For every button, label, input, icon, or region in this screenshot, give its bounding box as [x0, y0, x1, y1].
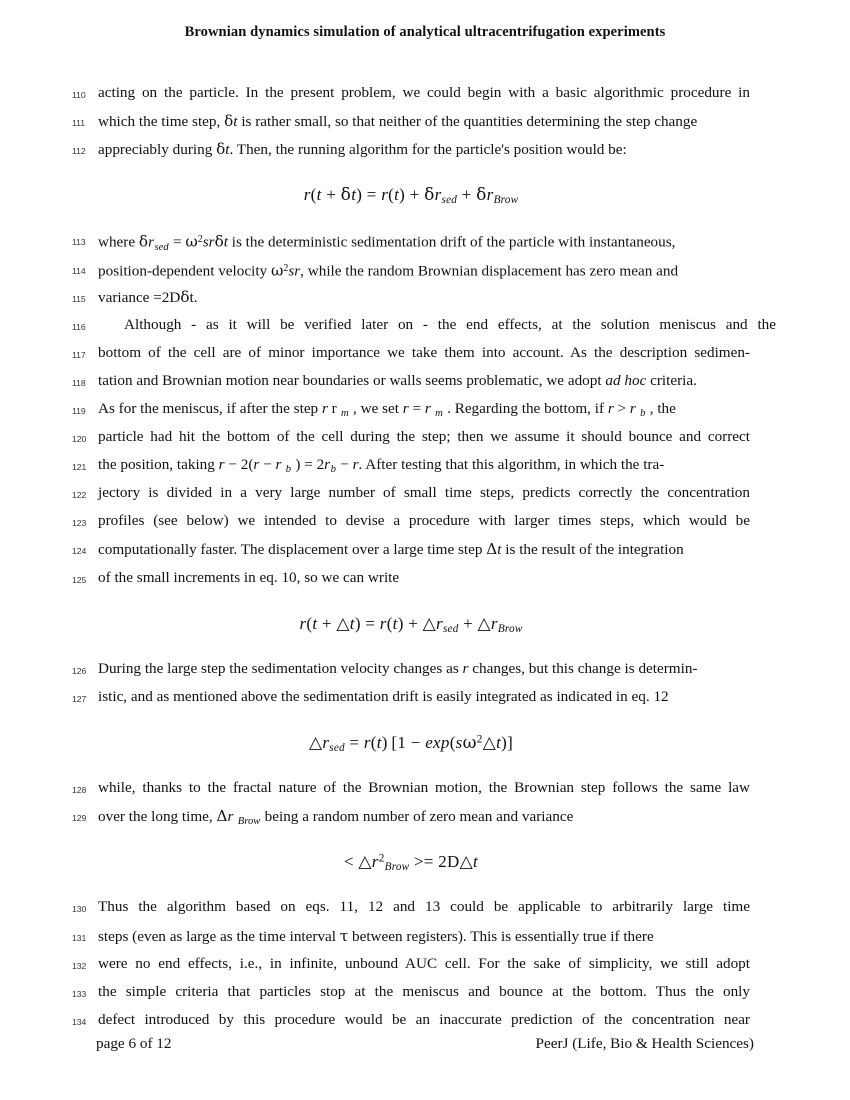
- line-text: the simple criteria that particles stop at the meniscus and bounce at the bottom. Thus the only: [98, 982, 750, 1000]
- line-text: Thus the algorithm based on eqs. 11, 12 and 13 could be applicable to arbitrarily large time: [98, 898, 750, 916]
- line-text-part: steps (even as large as the time interval: [98, 927, 340, 945]
- text-line: [72, 451, 750, 479]
- variable-r: r: [629, 399, 636, 417]
- line-text-part: is the result of the integration: [501, 541, 684, 559]
- line-number: 124: [72, 546, 87, 557]
- variable-r: r: [607, 399, 614, 417]
- line-text-part: position-dependent velocity: [98, 262, 271, 280]
- eq-token: (: [306, 613, 313, 633]
- eq-token: r: [363, 732, 371, 752]
- running-head: Brownian dynamics simulation of analytical ultracentrifugation experiments: [184, 24, 666, 40]
- line-number: 132: [72, 960, 87, 971]
- line-number: 131: [72, 932, 87, 943]
- eq-token: (: [370, 732, 377, 752]
- eq-token: (: [310, 185, 317, 205]
- variable-r-upright: r: [331, 399, 337, 417]
- eq-token: +: [317, 613, 337, 633]
- delta-symbol: δ: [216, 140, 226, 159]
- eq-token: r: [434, 185, 442, 205]
- subscript-brow: Brow: [237, 815, 261, 827]
- line-text: were no end effects, i.e., in infinite, unbound AUC cell. For the sake of simplicity, we still adopt: [98, 954, 750, 972]
- eq-token: 2D: [438, 852, 460, 872]
- eq-token: t: [316, 185, 322, 205]
- eq-token: r: [322, 732, 330, 752]
- eq-superscript: 2: [378, 852, 385, 865]
- triangle-delta-icon: △: [482, 732, 497, 752]
- bracket-close: ]: [507, 732, 514, 752]
- equation-12: [72, 614, 750, 635]
- line-text: [98, 367, 750, 395]
- spacer: [72, 206, 750, 226]
- delta-symbol: δ: [180, 287, 190, 306]
- line-number: 123: [72, 518, 87, 529]
- eq-token: δ: [476, 185, 487, 206]
- line-text-part: the position, taking: [98, 456, 219, 474]
- capital-delta-symbol: Δ: [216, 807, 228, 826]
- subscript-sed: sed: [154, 241, 169, 253]
- eq-token: (: [449, 732, 456, 752]
- spacer: [72, 873, 750, 893]
- subscript-m: m: [435, 407, 443, 419]
- line-number: 122: [72, 490, 87, 501]
- line-text-part: between registers). This is essentially true if there: [348, 927, 654, 945]
- eq-token: r: [486, 185, 494, 205]
- line-number: 134: [72, 1016, 87, 1027]
- delta-symbol: δ: [214, 232, 224, 251]
- triangle-delta-icon: △: [336, 613, 350, 633]
- eq-token: =: [360, 613, 380, 633]
- eq-token: 1: [397, 732, 407, 752]
- equals-sign: =: [408, 399, 425, 417]
- line-text-part: over the long time,: [98, 808, 217, 826]
- variable-r: r: [253, 456, 260, 474]
- line-text: acting on the particle. In the present problem, we could begin with a basic algorithmic procedure in: [98, 84, 750, 101]
- line-text-part: appreciably during: [98, 141, 217, 159]
- line-number: 120: [72, 434, 87, 445]
- line-text-part: . Regarding the bottom, if: [447, 399, 608, 417]
- body-column: [72, 79, 776, 1034]
- variable-r: r: [148, 233, 154, 251]
- line-text: [98, 922, 750, 951]
- line-text: of the small increments in eq. 10, so we can write: [98, 568, 400, 586]
- line-number: 126: [72, 665, 87, 676]
- eq-token: t: [473, 852, 479, 872]
- eq-token: s: [455, 732, 463, 752]
- line-text: [98, 135, 750, 164]
- line-text: while, thanks to the fractal nature of the Brownian motion, the Brownian step follows the same law: [98, 779, 750, 797]
- text-line: [72, 564, 750, 592]
- line-text-part: where: [98, 233, 139, 251]
- variable-r: r: [352, 456, 359, 474]
- eq-token: +: [457, 185, 477, 205]
- text-line: [72, 395, 750, 423]
- delta-symbol: δ: [224, 112, 234, 131]
- eq-token: ): [356, 185, 363, 205]
- line-number: 114: [72, 265, 86, 276]
- eq-token: r: [299, 613, 307, 633]
- variable-r: r: [424, 399, 431, 417]
- equation-13: [72, 733, 750, 754]
- eq-subscript: sed: [441, 194, 458, 207]
- paren-close: ): [295, 456, 301, 474]
- line-text: [98, 655, 750, 683]
- triangle-delta-icon: △: [422, 613, 437, 633]
- eq-token: +: [458, 613, 478, 633]
- spacer: [72, 635, 750, 655]
- line-text: [98, 802, 750, 836]
- capital-delta-symbol: Δ: [486, 540, 498, 559]
- line-number: 121: [72, 462, 87, 473]
- eq-token: =: [362, 185, 382, 205]
- text-line: [72, 655, 750, 683]
- eq-superscript: 2: [476, 733, 483, 746]
- eq-subscript: Brow: [384, 861, 410, 874]
- line-number: 125: [72, 574, 87, 585]
- text-line: [72, 107, 750, 135]
- gt-sign: >: [613, 399, 630, 417]
- eq-token: t: [376, 732, 382, 752]
- eq-token: r: [436, 613, 443, 633]
- triangle-delta-icon: △: [308, 732, 323, 752]
- line-text-part: is rather small, so that neither of the quantities determining the step change: [237, 113, 698, 131]
- eq-token: t: [312, 613, 318, 633]
- eq-subscript: Brow: [493, 194, 519, 207]
- variable-t: t: [233, 113, 238, 131]
- text-line: [72, 1006, 750, 1034]
- line-text-part: . Then, the running algorithm for the particle's position would be:: [229, 141, 627, 159]
- eq-subscript: sed: [442, 622, 459, 635]
- triangle-delta-icon: △: [459, 852, 473, 872]
- line-text-part: t.: [189, 288, 198, 306]
- eq-token: t: [392, 613, 398, 633]
- angle-bracket-close: >=: [413, 852, 439, 872]
- eq-token: exp: [425, 732, 450, 752]
- line-number: 115: [72, 293, 86, 304]
- line-number: 133: [72, 988, 87, 999]
- line-text-part: tation and Brownian motion near boundaries or walls seems problematic, we adopt: [98, 371, 606, 389]
- eq-token: −: [406, 732, 426, 752]
- text-line: [72, 311, 776, 339]
- line-text: [98, 283, 750, 312]
- equation-14: [72, 852, 750, 873]
- eq-token: ) +: [399, 185, 425, 205]
- minus-sign: −: [259, 456, 276, 474]
- eq-token: r: [381, 185, 389, 205]
- superscript-2: 2: [197, 234, 203, 246]
- eq-token: δ: [424, 185, 435, 206]
- text-line: [72, 135, 750, 163]
- line-text-part: changes, but this change is determin-: [468, 659, 698, 677]
- text-line: [72, 255, 750, 283]
- superscript-2: 2: [283, 262, 289, 274]
- subscript-m: m: [341, 407, 349, 419]
- journal-label: PeerJ (Life, Bio & Health Sciences): [535, 1035, 754, 1052]
- subscript-b: b: [330, 463, 336, 475]
- text-line: [72, 79, 750, 107]
- line-text: [98, 535, 750, 564]
- number-2: 2: [240, 456, 249, 474]
- line-text: profiles (see below) we intended to devise a procedure with larger times steps, which would be: [98, 512, 750, 530]
- subscript-b: b: [640, 407, 646, 419]
- text-line: [72, 950, 750, 978]
- number-2: 2: [316, 456, 325, 474]
- omega-symbol: ω: [185, 232, 198, 251]
- line-text-part: During the large step the sedimentation velocity changes as: [98, 659, 463, 677]
- line-number: 112: [72, 146, 86, 157]
- eq-token: r: [303, 185, 311, 205]
- eq-token: (: [386, 613, 393, 633]
- minus-sign: −: [224, 456, 241, 474]
- eq-subscript: Brow: [497, 622, 523, 635]
- variable-r: r: [462, 659, 469, 677]
- text-line: [72, 978, 750, 1006]
- text-line: [72, 922, 750, 950]
- italic-phrase-ad-hoc: ad hoc: [605, 371, 647, 389]
- line-text-part: computationally faster. The displacement over a large time step: [98, 541, 487, 559]
- variable-r: r: [227, 808, 234, 826]
- line-number: 129: [72, 813, 87, 824]
- line-text: jectory is divided in a very large number of small time steps, predicts correctly the concentration: [98, 484, 750, 502]
- line-number: 119: [72, 405, 86, 416]
- equals-sign: =: [300, 456, 317, 474]
- line-text-part: , while the random Brownian displacement has zero mean and: [300, 262, 679, 280]
- text-line: [72, 774, 750, 802]
- variable-r: r: [402, 399, 409, 417]
- line-text-part: variance =2D: [98, 288, 181, 306]
- spacer: [72, 711, 750, 733]
- eq-token: ): [381, 732, 388, 752]
- eq-subscript: sed: [329, 742, 345, 755]
- eq-token: δ: [340, 185, 352, 206]
- line-number: 118: [72, 377, 86, 388]
- line-text-part: As for the meniscus, if after the step: [98, 399, 322, 417]
- line-text-part: , the: [649, 399, 676, 417]
- line-number: 128: [72, 785, 87, 796]
- page-number-label: page 6 of 12: [96, 1035, 172, 1052]
- paren-open: (: [248, 456, 254, 474]
- bracket-open: [: [391, 732, 398, 752]
- eq-token: t: [351, 185, 357, 205]
- eq-token: r: [379, 613, 387, 633]
- line-text-part: criteria.: [646, 371, 697, 389]
- eq-token: +: [321, 185, 341, 205]
- text-line: [72, 226, 750, 254]
- triangle-delta-icon: △: [358, 852, 372, 872]
- line-text: [98, 107, 750, 136]
- tau-symbol: τ: [339, 926, 349, 945]
- line-number: 113: [72, 237, 86, 248]
- variable-sr: sr: [202, 233, 215, 251]
- line-number: 111: [72, 118, 86, 129]
- equation-11: [72, 185, 750, 206]
- eq-token: (: [388, 185, 395, 205]
- variable-t: t: [223, 233, 228, 251]
- text-line: [72, 423, 750, 451]
- line-text: particle had hit the bottom of the cell during the step; then we assume it should bounce and correct: [98, 428, 750, 446]
- eq-token: ) +: [397, 613, 423, 633]
- line-number: 110: [72, 90, 86, 100]
- text-line: [72, 367, 750, 395]
- angle-bracket-open: <: [343, 852, 354, 872]
- variable-r: r: [275, 456, 282, 474]
- line-text: bottom of the cell are of minor importance we take them into account. As the description sedimen-: [98, 343, 750, 361]
- line-number: 130: [72, 904, 87, 915]
- minus-sign: −: [336, 456, 353, 474]
- text-line: [72, 507, 750, 535]
- text-line: [72, 683, 750, 711]
- omega-symbol: ω: [462, 732, 477, 753]
- spacer: [72, 163, 750, 185]
- text-line: [72, 479, 750, 507]
- line-text-part: being a random number of zero mean and variance: [260, 808, 574, 826]
- line-text-part: which the time step,: [98, 113, 225, 131]
- line-text-part: . After testing that this algorithm, in which the tra-: [358, 456, 665, 474]
- spacer: [72, 754, 750, 774]
- text-line: [72, 535, 750, 563]
- text-line: [72, 339, 750, 367]
- delta-symbol: δ: [138, 232, 149, 251]
- variable-r: r: [218, 456, 225, 474]
- variable-sr: sr: [288, 262, 301, 280]
- line-number: 127: [72, 693, 87, 704]
- variable-t: t: [225, 141, 230, 159]
- text-line: [72, 802, 750, 830]
- spacer: [72, 592, 750, 614]
- line-number: 117: [72, 349, 86, 360]
- line-text: Although - as it will be verified later on - the end effects, at the solution meniscus and the: [124, 315, 776, 333]
- text-line: [72, 893, 750, 921]
- equals-sign: =: [169, 233, 186, 251]
- line-number: 116: [72, 321, 86, 332]
- eq-token: r: [371, 852, 379, 872]
- eq-token: ): [354, 613, 361, 633]
- line-text-part: is the deterministic sedimentation drift of the particle with instantaneous,: [227, 233, 676, 251]
- line-text-part: , we set: [353, 399, 403, 417]
- eq-token: =: [344, 732, 364, 752]
- eq-token: t: [394, 185, 400, 205]
- subscript-b: b: [285, 463, 292, 475]
- triangle-delta-icon: △: [477, 613, 491, 633]
- variable-t: t: [497, 541, 502, 559]
- text-line: [72, 283, 750, 311]
- eq-token: t: [349, 613, 355, 633]
- line-text: defect introduced by this procedure would be an inaccurate prediction of the concentration near: [98, 1010, 750, 1028]
- eq-token: r: [490, 613, 498, 633]
- eq-token: t: [496, 732, 502, 752]
- variable-r: r: [324, 456, 331, 474]
- page-footer: [96, 1035, 754, 1053]
- line-text: istic, and as mentioned above the sedimentation drift is easily integrated as indicated in eq. 12: [98, 687, 669, 705]
- omega-symbol: ω: [270, 261, 284, 280]
- line-text: [98, 255, 750, 286]
- eq-token: ): [501, 732, 508, 752]
- variable-r: r: [321, 399, 328, 417]
